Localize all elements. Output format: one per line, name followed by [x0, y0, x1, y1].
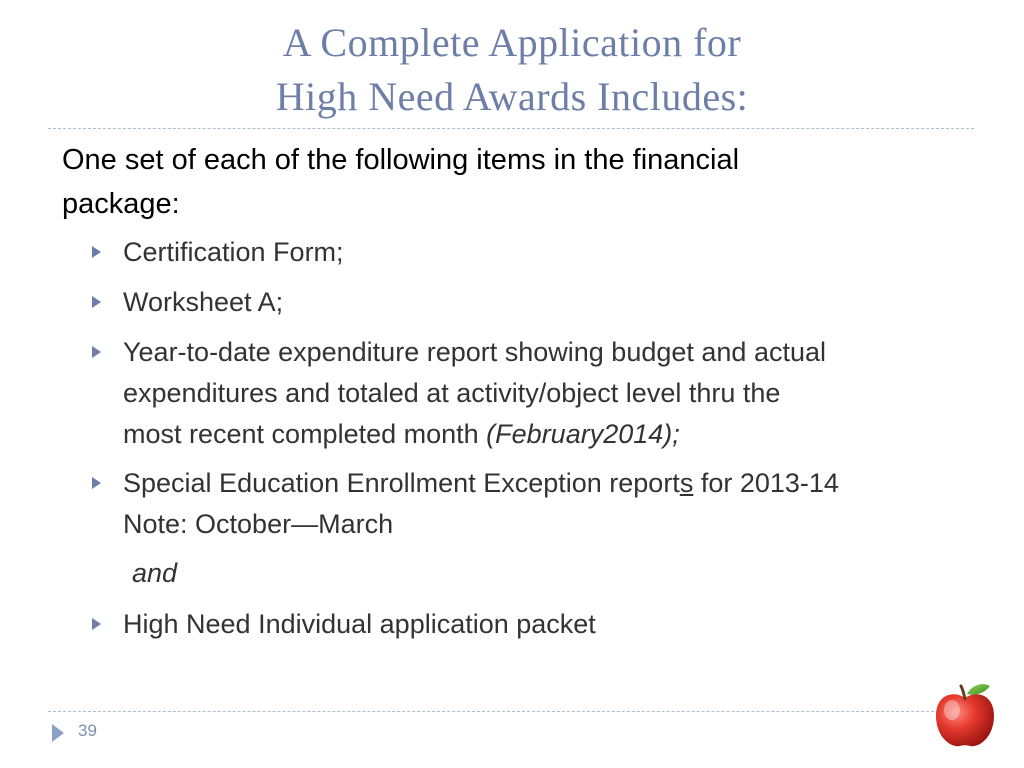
list-item-line: Note: October—March — [123, 509, 394, 539]
underlined-letter: s — [679, 468, 694, 498]
intro-text — [62, 138, 942, 226]
list-item-line-text: for 2013-14 — [693, 468, 839, 498]
month-note: (February2014); — [486, 419, 680, 449]
bottom-divider — [48, 711, 974, 712]
list-item-line — [123, 463, 968, 504]
triangle-arrow-icon — [52, 724, 64, 742]
connector-text: and — [132, 558, 178, 588]
list-item-text — [123, 332, 968, 455]
list-item-text — [123, 463, 968, 545]
list-item-text — [123, 282, 968, 323]
title-line-1: A Complete Application for — [282, 20, 742, 65]
list-item-line-text: Special Education Enrollment Exception report — [123, 468, 680, 498]
list-item-line — [123, 414, 968, 455]
list-item-text — [123, 604, 968, 645]
list-item-line-text: most recent completed month — [123, 419, 487, 449]
apple-logo-icon — [930, 680, 1000, 752]
triangle-bullet-icon — [92, 618, 101, 630]
triangle-bullet-icon — [92, 296, 101, 308]
triangle-bullet-icon — [92, 246, 101, 258]
list-item-line: Worksheet A; — [123, 287, 284, 317]
triangle-bullet-icon — [92, 346, 101, 358]
list-item-text — [123, 232, 968, 273]
list-item-line: Year-to-date expenditure report showing budget and actual — [123, 337, 826, 367]
list-item-line: expenditures and totaled at activity/object level thru the — [123, 378, 781, 408]
top-divider — [48, 128, 974, 129]
slide-title — [0, 16, 1024, 124]
title-line-2: High Need Awards Includes: — [275, 74, 749, 119]
page-number: 39 — [78, 721, 97, 740]
intro-line-1: One set of each of the following items in the financial — [62, 144, 740, 176]
list-item-line: Certification Form; — [123, 237, 344, 267]
intro-line-2: package: — [62, 188, 180, 220]
list-item-line: High Need Individual application packet — [123, 609, 596, 639]
triangle-bullet-icon — [92, 477, 101, 489]
